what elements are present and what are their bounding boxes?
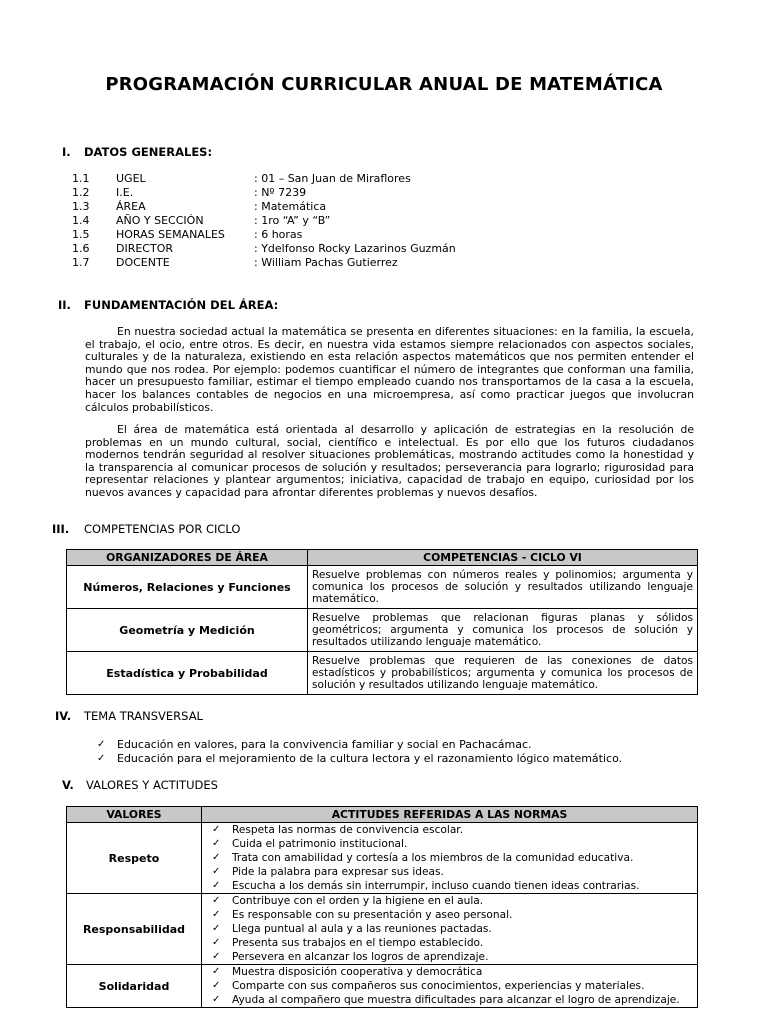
organizer-cell: Estadística y Probabilidad (67, 652, 308, 695)
list-item (206, 851, 693, 865)
general-data-table (72, 172, 456, 270)
section-heading-valores (62, 778, 218, 792)
valores-table (66, 806, 698, 1008)
checkmark-icon: ✓ (97, 739, 106, 750)
section-number: I. (62, 145, 71, 159)
item-number: 1.7 (72, 256, 90, 269)
list-item (206, 879, 693, 893)
item-number: 1.4 (72, 214, 90, 227)
list-item-text: Trata con amabilidad y cortesía a los miembros de la comunidad educativa. (232, 852, 634, 864)
paragraph: En nuestra sociedad actual la matemática se presenta en diferentes situaciones: en la familia, la escuela, el trabajo, el ocio, entre otros. Es decir, en nuestra vida estamos siempre relacionados con aspectos sociales, culturales y de la naturaleza, existiendo en esta relación aspectos matemáticos que nos permiten entender el mundo que nos rodea. Por ejemplo: podemos cuantificar el número de integrantes que conforman una familia, hacer un presupuesto familiar, estimar el tiempo empleado cuando nos transportamos de la casa a la escuela, hacer los balances contables de negocios en una microempresa, así como practicar juegos que involucran cálculos probabilísticos. (85, 325, 694, 414)
general-row (72, 228, 456, 242)
section-number: III. (52, 522, 70, 536)
table-header-row (67, 807, 698, 823)
value-cell: Solidaridad (67, 965, 202, 1008)
list-item-text: Respeta las normas de convivencia escolar. (232, 824, 464, 836)
list-item (206, 922, 693, 936)
list-item-text: Escucha a los demás sin interrumpir, incluso cuando tienen ideas contrarias. (232, 880, 640, 892)
section-heading-competencias (52, 522, 240, 536)
checkmark-icon: ✓ (212, 880, 221, 891)
list-item-text: Pide la palabra para expresar sus ideas. (232, 866, 444, 878)
checkmark-icon: ✓ (212, 866, 221, 877)
organizer-cell: Geometría y Medición (67, 609, 308, 652)
column-header: ACTITUDES REFERIDAS A LAS NORMAS (202, 807, 698, 823)
checkmark-icon: ✓ (212, 824, 221, 835)
table-row (67, 566, 698, 609)
list-item (206, 936, 693, 950)
list-item (206, 950, 693, 964)
list-item (97, 752, 622, 766)
checkmark-icon: ✓ (212, 937, 221, 948)
section-heading-datos-generales (62, 145, 212, 159)
item-number: 1.3 (72, 200, 90, 213)
item-label: ÁREA (116, 200, 146, 213)
list-item-text: Ayuda al compañero que muestra dificultades para alcanzar el logro de aprendizaje. (232, 994, 680, 1006)
item-label: I.E. (116, 186, 134, 199)
checkmark-icon: ✓ (212, 852, 221, 863)
checkmark-icon: ✓ (212, 951, 221, 962)
table-row (67, 894, 698, 965)
item-number: 1.2 (72, 186, 90, 199)
section-title: VALORES Y ACTITUDES (86, 778, 218, 792)
list-item (206, 837, 693, 851)
organizer-cell: Números, Relaciones y Funciones (67, 566, 308, 609)
attitudes-cell (202, 823, 698, 894)
item-number: 1.1 (72, 172, 90, 185)
competence-cell: Resuelve problemas que requieren de las conexiones de datos estadísticos y probabilísticos; argumenta y comunica los procesos de solución y resultados utilizando lenguaje matemático. (308, 652, 698, 695)
item-label: AÑO Y SECCIÓN (116, 214, 204, 227)
list-item (206, 979, 693, 993)
section-number: II. (58, 298, 71, 312)
value-cell: Responsabilidad (67, 894, 202, 965)
item-value: : 01 – San Juan de Miraflores (254, 172, 411, 185)
checkmark-icon: ✓ (212, 966, 221, 977)
general-row (72, 256, 456, 270)
item-value: : Nº 7239 (254, 186, 307, 199)
list-item-text: Llega puntual al aula y a las reuniones pactadas. (232, 923, 492, 935)
attitudes-list (206, 823, 693, 893)
section-title: FUNDAMENTACIÓN DEL ÁREA: (84, 298, 279, 312)
list-item (206, 965, 693, 979)
checkmark-icon: ✓ (212, 994, 221, 1005)
general-row (72, 214, 456, 228)
list-item (97, 738, 622, 752)
list-item-text: Persevera en alcanzar los logros de aprendizaje. (232, 951, 489, 963)
item-value: : 1ro “A” y “B” (254, 214, 331, 227)
table-row (67, 965, 698, 1008)
checkmark-icon: ✓ (212, 895, 221, 906)
column-header: VALORES (67, 807, 202, 823)
general-row (72, 242, 456, 256)
list-item (206, 865, 693, 879)
document-title: PROGRAMACIÓN CURRICULAR ANUAL DE MATEMÁTICA (105, 74, 663, 95)
item-label: DIRECTOR (116, 242, 174, 255)
item-label: UGEL (116, 172, 146, 185)
transversal-list (97, 738, 622, 766)
value-cell: Respeto (67, 823, 202, 894)
item-value: : Ydelfonso Rocky Lazarinos Guzmán (254, 242, 456, 255)
paragraph: El área de matemática está orientada al desarrollo y aplicación de estrategias en la resolución de problemas en un mundo cultural, social, científico e intelectual. Es por ello que los futuros ciudadanos modernos tendrán seguridad al resolver situaciones problemáticas, mostrando actitudes como la honestidad y la transparencia al comunicar procesos de solución y resultados; perseverancia para lograrlo; rigurosidad para representar relaciones y plantear argumentos; iniciativa, capacidad de trabajo en equipo, curiosidad por los nuevos avances y capacidad para afrontar diferentes problemas y nuevos desafíos. (85, 423, 694, 499)
column-header: COMPETENCIAS - CICLO VI (308, 550, 698, 566)
table-row (67, 652, 698, 695)
item-label: DOCENTE (116, 256, 170, 269)
competencias-table (66, 549, 698, 695)
list-item-text: Muestra disposición cooperativa y democrática (232, 966, 483, 978)
general-row (72, 200, 456, 214)
list-item-text: Presenta sus trabajos en el tiempo establecido. (232, 937, 484, 949)
item-label: HORAS SEMANALES (116, 228, 225, 241)
section-title: TEMA TRANSVERSAL (84, 709, 203, 723)
competence-cell: Resuelve problemas con números reales y polinomios; argumenta y comunica los procesos de solución y resultados utilizando lenguaje matemático. (308, 566, 698, 609)
item-value: : Matemática (254, 200, 327, 213)
item-value: : 6 horas (254, 228, 303, 241)
list-item-text: Comparte con sus compañeros sus conocimientos, experiencias y materiales. (232, 980, 645, 992)
general-row (72, 186, 456, 200)
competence-cell: Resuelve problemas que relacionan figuras planas y sólidos geométricos; argumenta y comunica los procesos de solución y resultados utilizando lenguaje matemático. (308, 609, 698, 652)
checkmark-icon: ✓ (212, 909, 221, 920)
section-number: IV. (55, 709, 72, 723)
section-heading-tema-transversal (55, 709, 203, 723)
section-title: COMPETENCIAS POR CICLO (84, 522, 241, 536)
checkmark-icon: ✓ (97, 753, 106, 764)
table-row (67, 823, 698, 894)
list-item-text: Contribuye con el orden y la higiene en el aula. (232, 895, 484, 907)
checkmark-icon: ✓ (212, 923, 221, 934)
checkmark-icon: ✓ (212, 980, 221, 991)
attitudes-cell (202, 894, 698, 965)
table-header-row (67, 550, 698, 566)
list-item (206, 823, 693, 837)
table-row (67, 609, 698, 652)
list-item (206, 894, 693, 908)
list-item-text: Educación para el mejoramiento de la cultura lectora y el razonamiento lógico matemático. (117, 752, 623, 765)
list-item-text: Cuida el patrimonio institucional. (232, 838, 408, 850)
list-item-text: Es responsable con su presentación y aseo personal. (232, 909, 513, 921)
section-title: DATOS GENERALES: (84, 145, 213, 159)
column-header: ORGANIZADORES DE ÁREA (67, 550, 308, 566)
section-heading-fundamentacion (58, 298, 278, 312)
checkmark-icon: ✓ (212, 838, 221, 849)
attitudes-list (206, 965, 693, 1007)
general-row (72, 172, 456, 186)
list-item (206, 908, 693, 922)
attitudes-list (206, 894, 693, 964)
attitudes-cell (202, 965, 698, 1008)
item-number: 1.6 (72, 242, 90, 255)
section-number: V. (62, 778, 74, 792)
list-item (206, 993, 693, 1007)
item-value: : William Pachas Gutierrez (254, 256, 398, 269)
list-item-text: Educación en valores, para la convivencia familiar y social en Pachacámac. (117, 738, 532, 751)
item-number: 1.5 (72, 228, 90, 241)
